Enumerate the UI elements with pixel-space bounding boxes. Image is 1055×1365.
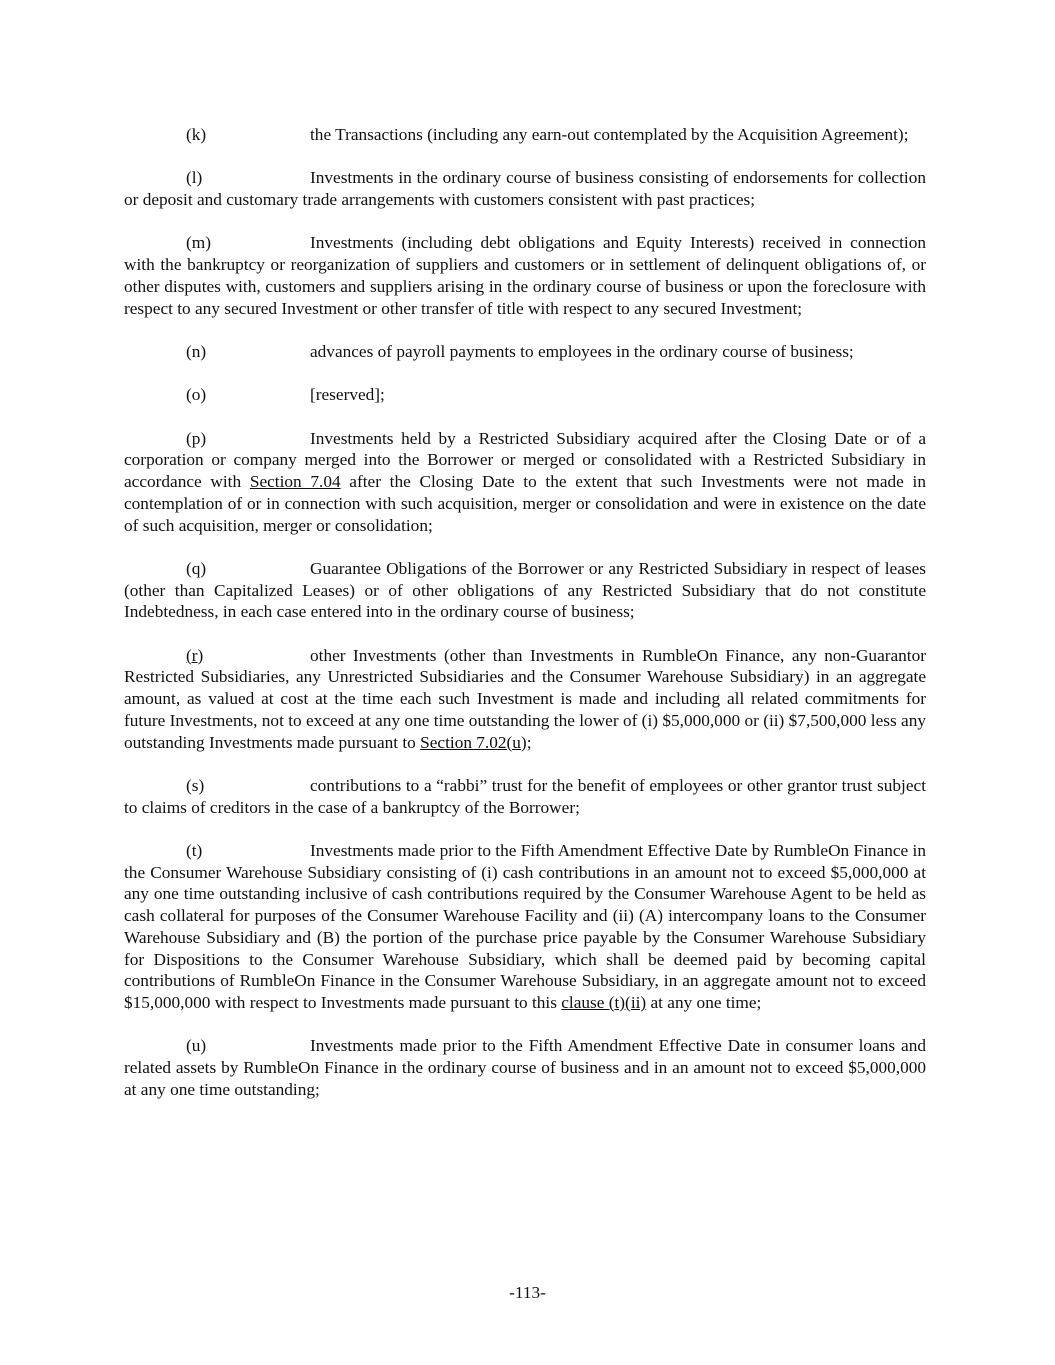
document-body	[124, 124, 926, 1122]
clause-text: contributions to a “rabbi” trust for the benefit of employees or other grantor trust subject to claims of creditors in the case of a bankruptcy of the Borrower;	[124, 775, 926, 817]
clause-text: other Investments (other than Investments in RumbleOn Finance, any non-Guarantor Restricted Subsidiaries, any Unrestricted Subsidiaries and the Consumer Warehouse Subsidiary) in an aggregate amount, as valued at cost at the time each such Investment is made and including all related commitments for future Investments, not to exceed at any one time outstanding the lower of (i) $5,000,000 or (ii) $7,500,000 less any outstanding Investments made pursuant to	[124, 645, 926, 752]
clause-text: Investments held by a Restricted Subsidiary acquired after the Closing Date or of a corporation or company merged into the Borrower or merged or consolidated with a Restricted Subsidiary in accordance with	[124, 428, 926, 492]
clause-t	[124, 840, 926, 1014]
clause-label: (q)	[186, 558, 207, 578]
clause-label: (n)	[186, 341, 207, 361]
clause-text: at any one time;	[646, 992, 762, 1012]
clause-label: (p)	[186, 428, 207, 448]
clause-o	[124, 384, 926, 406]
clause-q	[124, 558, 926, 623]
clause-m	[124, 232, 926, 319]
page-number: -113-	[509, 1283, 546, 1302]
clause-text: advances of payroll payments to employees in the ordinary course of business;	[310, 341, 854, 361]
clause-text: Investments made prior to the Fifth Amendment Effective Date by RumbleOn Finance in the Consumer Warehouse Subsidiary consisting of (i) cash contributions in an amount not to exceed $5,000,000 at any one time outstanding inclusive of cash contributions required by the Consumer Warehouse Agent to be held as cash collateral for purposes of the Consumer Warehouse Facility and (ii) (A) intercompany loans to the Consumer Warehouse Subsidiary and (B) the portion of the purchase price payable by the Consumer Warehouse Subsidiary for Dispositions to the Consumer Warehouse Subsidiary, which shall be deemed paid by becoming capital contributions of RumbleOn Finance in the Consumer Warehouse Subsidiary, in an aggregate amount not to exceed $15,000,000 with respect to Investments made pursuant to this	[124, 841, 926, 1012]
clause-text: the Transactions (including any earn-out contemplated by the Acquisition Agreement);	[310, 125, 909, 144]
clause-label: (r)	[186, 645, 204, 665]
clause-label: (s)	[186, 775, 205, 795]
clause-p	[124, 428, 926, 537]
clause-u	[124, 1035, 926, 1100]
clause-label: (t)	[186, 841, 203, 861]
section-reference: Section 7.02(u)	[420, 732, 527, 752]
clause-label: (k)	[186, 125, 207, 144]
clause-text: [reserved];	[310, 385, 385, 405]
clause-label: (u)	[186, 1036, 207, 1056]
clause-r	[124, 645, 926, 754]
clause-text: ;	[526, 732, 532, 752]
clause-text: Guarantee Obligations of the Borrower or any Restricted Subsidiary in respect of leases (other than Capitalized Leases) or of other obligations of any Restricted Subsidiary that do not constitute Indebtedness, in each case entered into in the ordinary course of business;	[124, 558, 926, 622]
clause-n	[124, 341, 926, 363]
clause-label: (m)	[186, 233, 211, 253]
clause-label: (l)	[186, 168, 203, 188]
clause-k	[124, 124, 926, 146]
clause-text: Investments (including debt obligations and Equity Interests) received in connection with the bankruptcy or reorganization of suppliers and customers or in settlement of delinquent obligations of, or other disputes with, customers and suppliers arising in the ordinary course of business or upon the foreclosure with respect to any secured Investment or other transfer of title with respect to any secured Investment;	[124, 233, 926, 318]
section-reference: Section 7.04	[249, 472, 341, 492]
clause-text: after the Closing Date to the extent that such Investments were not made in contemplation of or in connection with such acquisition, merger or consolidation and were in existence on the date of such acquisition, merger or consolidation;	[124, 472, 926, 535]
clause-s	[124, 775, 926, 818]
clause-text: Investments in the ordinary course of business consisting of endorsements for collection or deposit and customary trade arrangements with customers consistent with past practices;	[124, 168, 926, 210]
clause-text: Investments made prior to the Fifth Amendment Effective Date in consumer loans and related assets by RumbleOn Finance in the ordinary course of business and in an amount not to exceed $5,000,000 at any one time outstanding;	[124, 1036, 926, 1099]
clause-reference: clause (t)(ii)	[561, 992, 647, 1012]
clause-label: (o)	[186, 385, 207, 405]
clause-l	[124, 167, 926, 210]
